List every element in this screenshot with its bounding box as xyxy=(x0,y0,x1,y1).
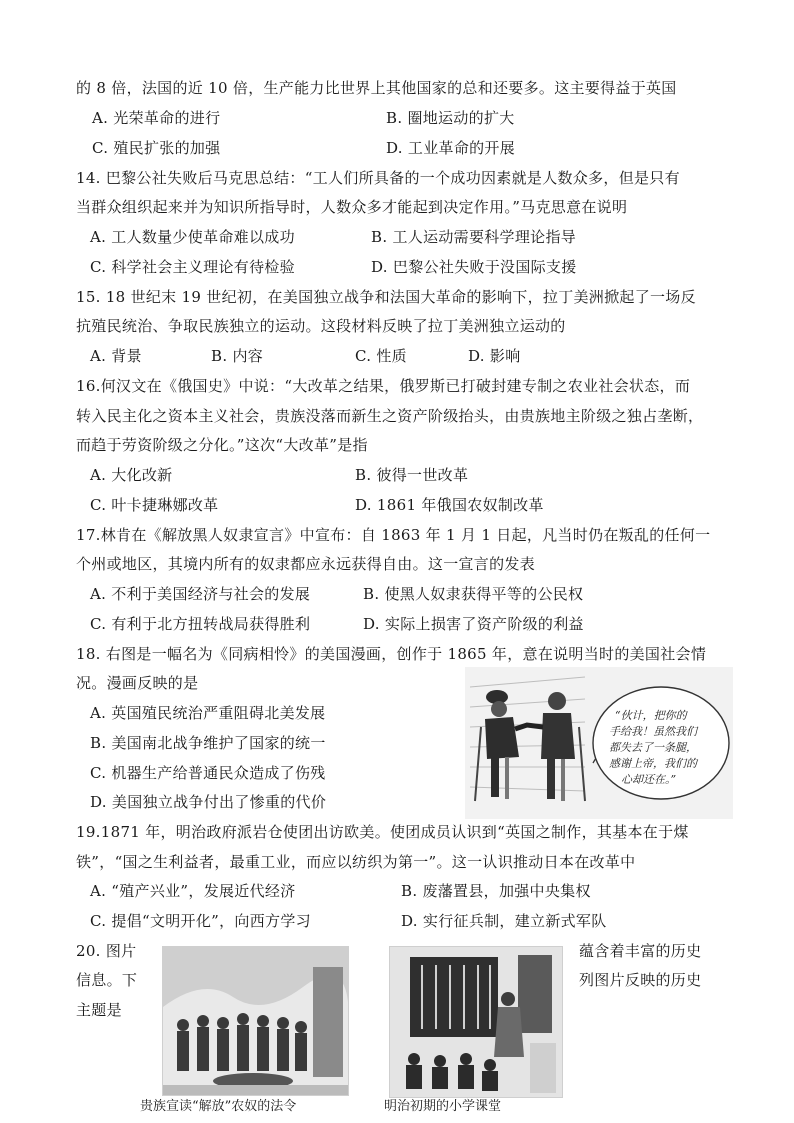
q20-right-line-2: 列图片反映的历史 xyxy=(579,971,702,989)
q13-option-a[interactable]: A. 光荣革命的进行 xyxy=(92,109,221,127)
q19-stem-line-2: 铁”，“国之生利益者，最重工业，而应以纺织为第一”。这一认识推动日本在改革中 xyxy=(76,853,636,871)
q19-option-d[interactable]: D. 实行征兵制，建立新式军队 xyxy=(401,912,607,930)
q15-option-d[interactable]: D. 影响 xyxy=(468,347,521,365)
q15-option-b[interactable]: B. 内容 xyxy=(211,347,264,365)
q16-option-a[interactable]: A. 大化改新 xyxy=(90,466,173,484)
q19-stem-line-1: 19.1871 年，明治政府派岩仓使团出访欧美。使团成员认识到“英国之制作，其基本在于煤 xyxy=(76,823,689,841)
q16-option-c[interactable]: C. 叶卡捷琳娜改革 xyxy=(90,496,219,514)
q14-option-c[interactable]: C. 科学社会主义理论有待检验 xyxy=(90,258,295,276)
caption-meiji-classroom: 明治初期的小学课堂 xyxy=(384,1099,502,1114)
q17-option-d[interactable]: D. 实际上损害了资产阶级的利益 xyxy=(363,615,584,633)
q17-option-a[interactable]: A. 不利于美国经济与社会的发展 xyxy=(90,585,311,603)
q20-left-line-3: 主题是 xyxy=(76,1001,122,1019)
bubble-line-3: 都失去了一条腿， xyxy=(609,741,697,754)
q19-option-a[interactable]: A. “殖产兴业”，发展近代经济 xyxy=(90,882,296,900)
q20-right-line-1: 蕴含着丰富的历史 xyxy=(579,942,702,960)
q16-stem-line-2: 转入民主化之资本主义社会，贵族没落而新生之资产阶级抬头，由贵族地主阶级之独占垄断， xyxy=(76,407,704,425)
q16-stem-line-3: 而趋于劳资阶级之分化。”这次“大改革”是指 xyxy=(76,436,368,454)
q16-option-d[interactable]: D. 1861 年俄国农奴制改革 xyxy=(355,496,544,514)
q17-option-b[interactable]: B. 使黑人奴隶获得平等的公民权 xyxy=(363,585,584,603)
q15-option-c[interactable]: C. 性质 xyxy=(355,347,407,365)
q16-stem-line-1: 16.何汉文在《俄国史》中说：“大改革之结果，俄罗斯已打破封建专制之农业社会状态，而 xyxy=(76,377,691,395)
q18-stem-line-2: 况。漫画反映的是 xyxy=(76,674,199,692)
q19-option-c[interactable]: C. 提倡“文明开化”，向西方学习 xyxy=(90,912,311,930)
q18-option-a[interactable]: A. 英国殖民统治严重阻碍北美发展 xyxy=(90,704,326,722)
bubble-line-4: 感谢上帝，我们的 xyxy=(609,757,697,770)
bubble-line-2: 手给我！虽然我们 xyxy=(609,725,697,738)
q15-option-a[interactable]: A. 背景 xyxy=(90,347,142,365)
caption-serf-emancipation: 贵族宣读“解放”农奴的法令 xyxy=(140,1099,297,1114)
q18-option-d[interactable]: D. 美国独立战争付出了惨重的代价 xyxy=(90,793,327,811)
bubble-line-5: 心却还在。” xyxy=(621,773,677,786)
q18-cartoon xyxy=(465,667,733,819)
q13-option-c[interactable]: C. 殖民扩张的加强 xyxy=(92,139,221,157)
q20-left-line-2: 信息。下 xyxy=(76,971,138,989)
q19-option-b[interactable]: B. 废藩置县，加强中央集权 xyxy=(401,882,591,900)
q17-option-c[interactable]: C. 有利于北方扭转战局获得胜利 xyxy=(90,615,311,633)
q17-stem-line-1: 17.林肯在《解放黑人奴隶宣言》中宣布：自 1863 年 1 月 1 日起，凡当时仍在叛乱的任何一 xyxy=(76,526,711,544)
q17-stem-line-2: 个州或地区，其境内所有的奴隶都应永远获得自由。这一宣言的发表 xyxy=(76,555,536,573)
q16-option-b[interactable]: B. 彼得一世改革 xyxy=(355,466,469,484)
q13-stem: 的 8 倍，法国的近 10 倍，生产能力比世界上其他国家的总和还要多。这主要得益于英国 xyxy=(76,79,677,97)
q14-stem-line-1: 14. 巴黎公社失败后马克思总结：“工人们所具备的一个成功因素就是人数众多，但是只有 xyxy=(76,169,680,187)
q15-stem-line-2: 抗殖民统治、争取民族独立的运动。这段材料反映了拉丁美洲独立运动的 xyxy=(76,317,566,335)
serf-emancipation-picture xyxy=(162,946,349,1096)
q14-option-d[interactable]: D. 巴黎公社失败于没国际支援 xyxy=(371,258,577,276)
q13-option-b[interactable]: B. 圈地运动的扩大 xyxy=(386,109,515,127)
cartoon-illustration xyxy=(465,667,733,819)
meiji-classroom-picture xyxy=(389,946,563,1098)
bubble-line-1: “伙计，把你的 xyxy=(615,709,687,722)
q14-option-b[interactable]: B. 工人运动需要科学理论指导 xyxy=(371,228,577,246)
q13-option-d[interactable]: D. 工业革命的开展 xyxy=(386,139,516,157)
q14-stem-line-2: 当群众组织起来并为知识所指导时，人数众多才能起到决定作用。”马克思意在说明 xyxy=(76,198,628,216)
q14-option-a[interactable]: A. 工人数量少使革命难以成功 xyxy=(90,228,295,246)
q18-option-c[interactable]: C. 机器生产给普通民众造成了伤残 xyxy=(90,764,326,782)
q15-stem-line-1: 15. 18 世纪末 19 世纪初，在美国独立战争和法国大革命的影响下，拉丁美洲掀起了一场反 xyxy=(76,288,696,306)
q20-left-line-1: 20. 图片 xyxy=(76,942,137,960)
q18-stem-line-1: 18. 右图是一幅名为《同病相怜》的美国漫画，创作于 1865 年，意在说明当时的美国社会情 xyxy=(76,645,707,663)
q18-option-b[interactable]: B. 美国南北战争维护了国家的统一 xyxy=(90,734,326,752)
